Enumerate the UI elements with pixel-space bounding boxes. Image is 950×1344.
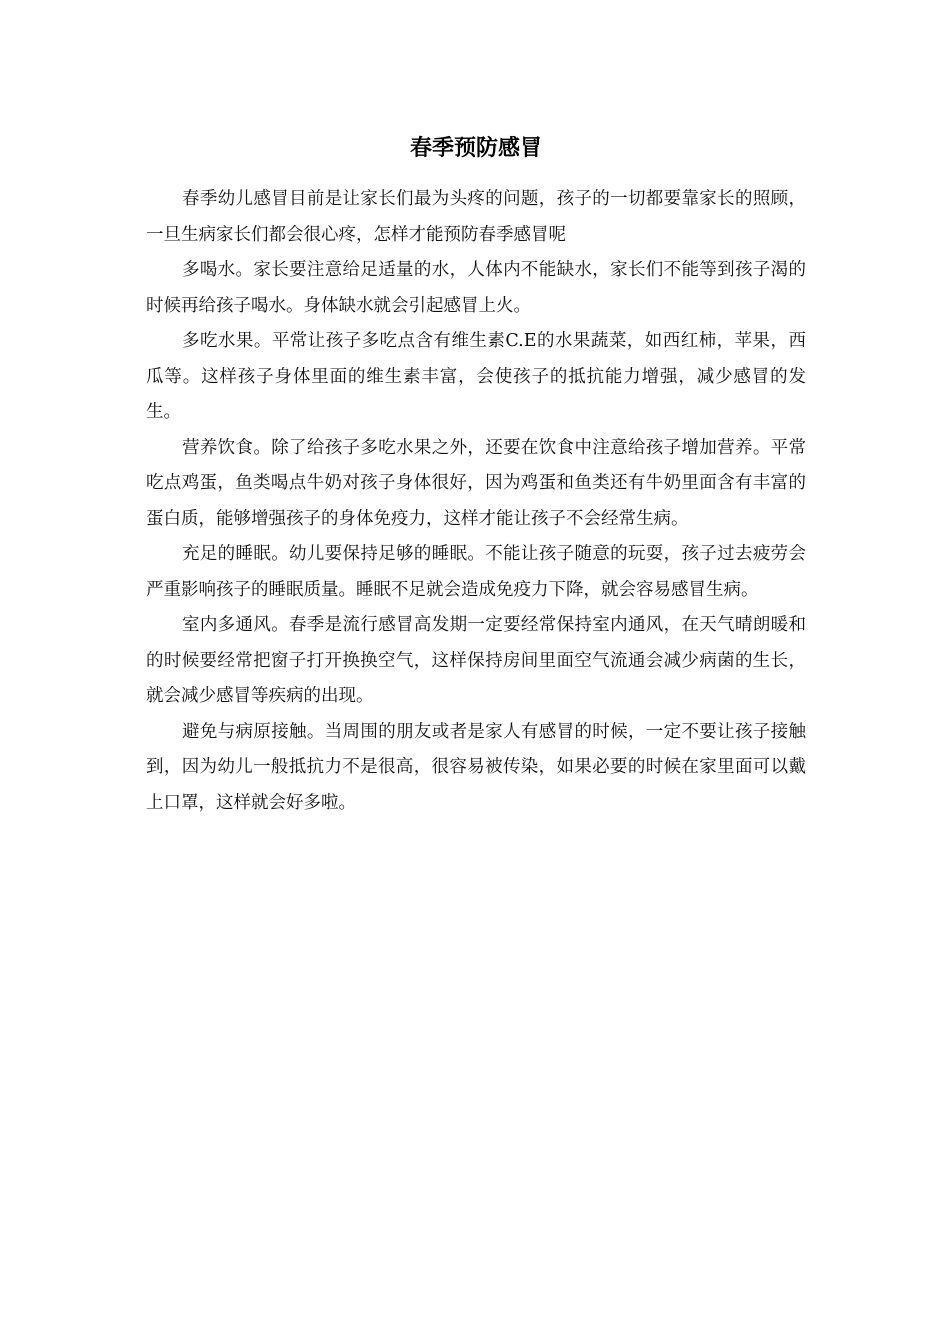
document-title: 春季预防感冒	[409, 136, 542, 161]
paragraph-nutrition: 营养饮食。除了给孩子多吃水果之外，还要在饮食中注意给孩子增加营养。平常吃点鸡蛋，鱼类喝点牛奶对孩子身体很好，因为鸡蛋和鱼类还有牛奶里面含有丰富的蛋白质，能够增强孩子的身体免疫力，这样才能让孩子不会经常生病。	[146, 437, 806, 529]
paragraph-eat-fruit: 多吃水果。平常让孩子多吃点含有维生素C.E的水果蔬菜，如西红柿，苹果，西瓜等。这样孩子身体里面的维生素丰富，会使孩子的抵抗能力增强，减少感冒的发生。	[146, 331, 806, 422]
paragraph-sleep: 充足的睡眠。幼儿要保持足够的睡眠。不能让孩子随意的玩耍，孩子过去疲劳会严重影响孩子的睡眠质量。睡眠不足就会造成免疫力下降，就会容易感冒生病。	[146, 544, 806, 600]
paragraph-intro: 春季幼儿感冒目前是让家长们最为头疼的问题，孩子的一切都要靠家长的照顾，一旦生病家长们都会很心疼，怎样才能预防春季感冒呢	[146, 189, 806, 245]
document-body	[146, 182, 806, 821]
paragraph-ventilation: 室内多通风。春季是流行感冒高发期一定要经常保持室内通风，在天气晴朗暖和的时候要经常把窗子打开换换空气，这样保持房间里面空气流通会减少病菌的生长，就会减少感冒等疾病的出现。	[146, 615, 806, 706]
paragraph-drink-water: 多喝水。家长要注意给足适量的水，人体内不能缺水，家长们不能等到孩子渴的时候再给孩子喝水。身体缺水就会引起感冒上火。	[146, 260, 806, 316]
paragraph-avoid-contact: 避免与病原接触。当周围的朋友或者是家人有感冒的时候，一定不要让孩子接触到，因为幼儿一般抵抗力不是很高，很容易被传染，如果必要的时候在家里面可以戴上口罩，这样就会好多啦。	[146, 721, 806, 813]
